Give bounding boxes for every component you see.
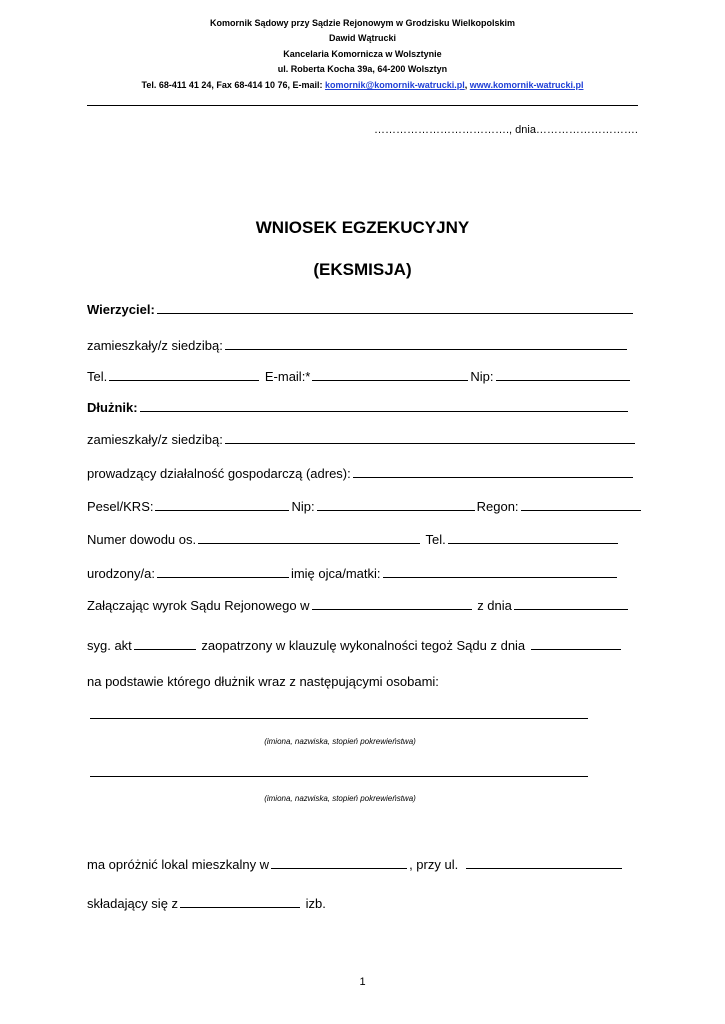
- label-wierzyciel: Wierzyciel:: [87, 302, 155, 317]
- label-tel-1: Tel.: [87, 369, 108, 384]
- label-regon: Regon:: [476, 499, 519, 514]
- header-line-1: Komornik Sądowy przy Sądzie Rejonowym w Grodzisku Wielkopolskim: [210, 18, 515, 28]
- field-email[interactable]: [312, 367, 468, 381]
- field-syg-akt[interactable]: [134, 636, 196, 650]
- row-zalaczajac: [87, 596, 630, 613]
- header-line-2: Dawid Wątrucki: [328, 33, 396, 43]
- field-zamieszkaly-1[interactable]: [225, 336, 627, 350]
- label-email: E-mail:*: [264, 369, 311, 384]
- label-zamieszkaly-2: zamieszkały/z siedzibą:: [87, 432, 223, 447]
- field-z-dnia-2[interactable]: [531, 636, 621, 650]
- row-oproznic: [87, 855, 624, 872]
- field-miejscowosc[interactable]: [271, 855, 407, 869]
- header-contact: [0, 79, 725, 91]
- field-tel-2[interactable]: [448, 530, 618, 544]
- label-zalaczajac: Załączając wyrok Sądu Rejonowego w: [87, 598, 310, 613]
- field-tel-1[interactable]: [109, 367, 259, 381]
- row-pesel-nip-regon: [87, 497, 643, 514]
- field-z-dnia-1[interactable]: [514, 596, 628, 610]
- label-pesel: Pesel/KRS:: [87, 499, 154, 514]
- field-nip-2[interactable]: [317, 497, 475, 511]
- document-title: WNIOSEK EGZEKUCYJNY: [255, 218, 470, 237]
- field-osoby-2[interactable]: [90, 763, 588, 777]
- header-line-3: Kancelaria Komornicza w Wolsztynie: [283, 49, 442, 59]
- row-syg-akt: [87, 636, 623, 653]
- label-syg-akt: syg. akt: [87, 638, 132, 653]
- date-line: ………………………………., dnia……………………….: [373, 124, 638, 136]
- label-zamieszkaly-1: zamieszkały/z siedzibą:: [87, 338, 223, 353]
- label-oproznic: ma opróżnić lokal mieszkalny w: [87, 857, 270, 872]
- contact-separator: ,: [464, 80, 470, 90]
- label-urodzony: urodzony/a:: [87, 566, 155, 581]
- label-skladajacy: składający się z: [87, 896, 179, 911]
- header-divider: [87, 105, 638, 106]
- row-tel-email-nip: [87, 367, 632, 384]
- row-zamieszkaly-2: [87, 430, 637, 447]
- field-urodzony[interactable]: [157, 564, 289, 578]
- label-dzialalnosc: prowadzący działalność gospodarczą (adres):: [87, 466, 351, 481]
- label-izb: izb.: [305, 896, 326, 911]
- field-zamieszkaly-2[interactable]: [225, 430, 635, 444]
- page-number: 1: [359, 976, 366, 988]
- header-line-4: ul. Roberta Kocha 39a, 64-200 Wolsztyn: [277, 64, 448, 74]
- field-dluznik[interactable]: [140, 398, 628, 412]
- caption-osoby-2: (imiona, nazwiska, stopień pokrewieństwa): [264, 794, 416, 803]
- label-zaopatrzony: zaopatrzony w klauzulę wykonalności tegoż Sądu z dnia: [201, 638, 526, 653]
- email-link[interactable]: komornik@komornik-watrucki.pl: [324, 80, 465, 90]
- website-link[interactable]: www.komornik-watrucki.pl: [469, 80, 584, 90]
- label-nip-2: Nip:: [291, 499, 315, 514]
- row-wierzyciel: [87, 300, 635, 317]
- row-na-podstawie: na podstawie którego dłużnik wraz z następującymi osobami:: [87, 674, 439, 689]
- label-dluznik: Dłużnik:: [87, 400, 138, 415]
- row-dowod-tel: [87, 530, 620, 547]
- label-nip-1: Nip:: [470, 369, 494, 384]
- field-imie-ojca[interactable]: [383, 564, 617, 578]
- label-dowod: Numer dowodu os.: [87, 532, 197, 547]
- field-wierzyciel[interactable]: [157, 300, 633, 314]
- field-dzialalnosc[interactable]: [353, 464, 633, 478]
- caption-osoby-1: (imiona, nazwiska, stopień pokrewieństwa): [264, 737, 416, 746]
- label-tel-2: Tel.: [425, 532, 446, 547]
- row-skladajacy: [87, 894, 326, 911]
- field-regon[interactable]: [521, 497, 641, 511]
- label-imie-ojca: imię ojca/matki:: [290, 566, 381, 581]
- field-dowod[interactable]: [198, 530, 420, 544]
- field-nip-1[interactable]: [496, 367, 630, 381]
- field-izby[interactable]: [180, 894, 300, 908]
- contact-prefix: Tel. 68-411 41 24, Fax 68-414 10 76, E-mail:: [141, 80, 325, 90]
- document-subtitle: (EKSMISJA): [313, 260, 412, 279]
- row-zamieszkaly-1: [87, 336, 629, 353]
- field-ulica[interactable]: [466, 855, 622, 869]
- row-urodzony-imie: [87, 564, 619, 581]
- label-przy-ul: , przy ul.: [409, 857, 459, 872]
- row-dzialalnosc: [87, 464, 635, 481]
- field-osoby-1[interactable]: [90, 705, 588, 719]
- field-pesel[interactable]: [155, 497, 289, 511]
- label-z-dnia-1: z dnia: [477, 598, 512, 613]
- row-dluznik: [87, 398, 630, 415]
- field-sad[interactable]: [312, 596, 472, 610]
